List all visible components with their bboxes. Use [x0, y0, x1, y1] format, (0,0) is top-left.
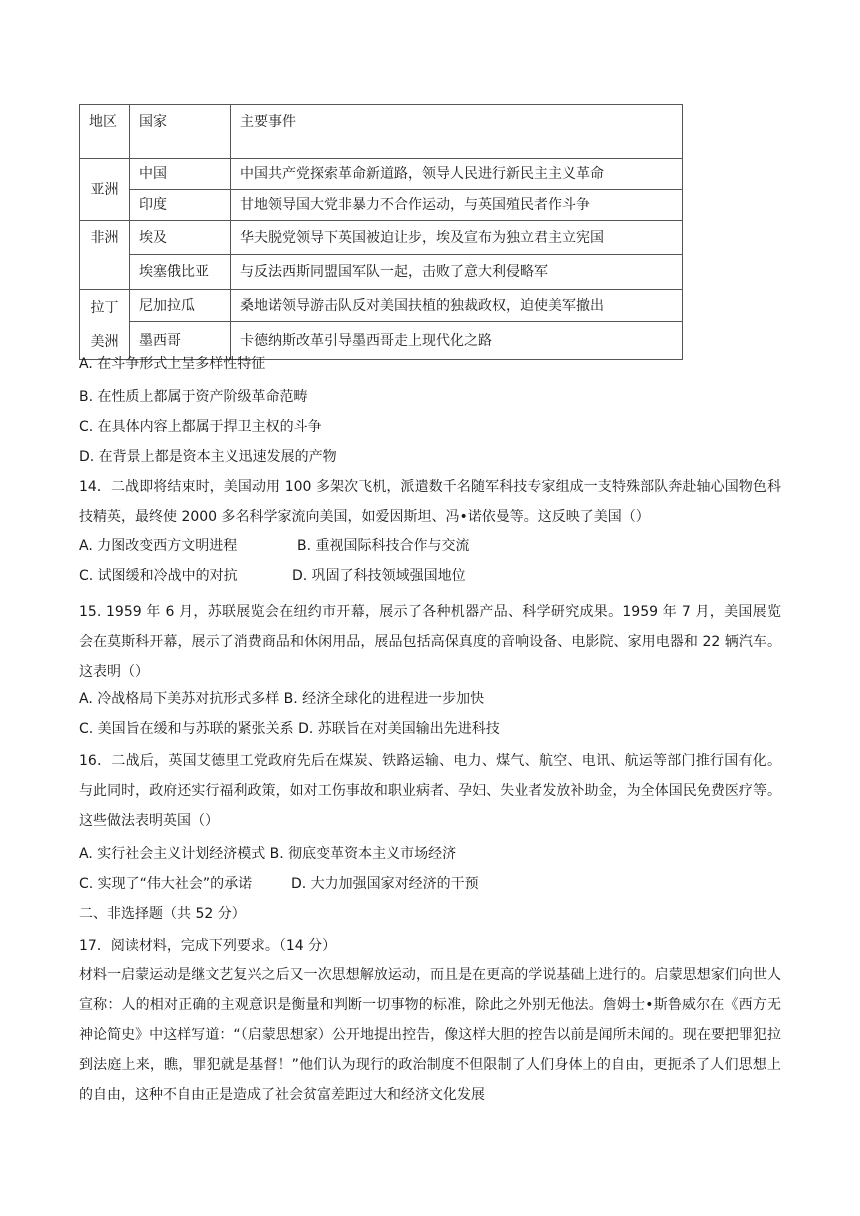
- table-row: [80, 255, 683, 290]
- q14-option-b: B. 重视国际科技合作与交流: [297, 538, 470, 554]
- region-cell: 亚洲: [80, 159, 130, 221]
- q13-option-c: C. 在具体内容上都属于捍卫主权的斗争: [79, 419, 322, 435]
- table-row: [80, 159, 683, 190]
- q15-options-ab: A. 冷战格局下美苏对抗形式多样 B. 经济全球化的进程进一步加快: [79, 691, 485, 707]
- q16-option-c: C. 实现了“伟大社会”的承诺: [79, 876, 253, 892]
- table-header-row: [80, 105, 683, 159]
- event-cell: 甘地领导国大党非暴力不合作运动，与英国殖民者作斗争: [231, 190, 683, 221]
- country-cell: 埃及: [130, 221, 231, 255]
- country-cell: 埃塞俄比亚: [130, 255, 231, 290]
- header-country: 国家: [130, 105, 231, 159]
- region-cell: [80, 290, 130, 360]
- country-cell: 墨西哥: [130, 322, 231, 360]
- event-cell: 中国共产党探索革命新道路，领导人民进行新民主主义革命: [231, 159, 683, 190]
- region-line: 拉丁: [90, 299, 119, 316]
- table-row: [80, 190, 683, 221]
- q13-option-a: A. 在斗争形式上呈多样性特征: [79, 356, 266, 372]
- section-heading: 二、非选择题（共 52 分）: [79, 906, 246, 922]
- header-event: 主要事件: [231, 105, 683, 159]
- country-cell: 中国: [130, 159, 231, 190]
- q16-stem: 16．二战后，英国艾德里工党政府先后在煤炭、铁路运输、电力、煤气、航空、电讯、航运等部门推行国有化。与此同时，政府还实行福利政策，如对工伤事故和职业病者、孕妇、失业者发放补助金，为全体国民免费医疗等。这些做法表明英国（）: [79, 753, 781, 829]
- event-cell: 桑地诺领导游击队反对美国扶植的独裁政权，迫使美军撤出: [231, 290, 683, 322]
- event-cell: 华夫脱党领导下英国被迫让步，埃及宣布为独立君主立宪国: [231, 221, 683, 255]
- q13-option-d: D. 在背景上都是资本主义迅速发展的产物: [79, 449, 337, 465]
- q15-options-cd: C. 美国旨在缓和与苏联的紧张关系 D. 苏联旨在对美国输出先进科技: [79, 721, 500, 737]
- table-row: [80, 290, 683, 322]
- region-line: 美洲: [90, 333, 119, 350]
- q15-stem: 15. 1959 年 6 月，苏联展览会在纽约市开幕，展示了各种机器产品、科学研究成果。1959 年 7 月，美国展览会在莫斯科开幕，展示了消费商品和休闲用品，展品包括高保真度的音响设备、电影院、家用电器和 22 辆汽车。这表明（）: [79, 604, 781, 680]
- q17-material: 材料一启蒙运动是继文艺复兴之后又一次思想解放运动，而且是在更高的学说基础上进行的。启蒙思想家们向世人宣称：人的相对正确的主观意识是衡量和判断一切事物的标准，除此之外别无他法。詹姆士•斯鲁威尔在《西方无神论简史》中这样写道：“（启蒙思想家）公开地提出控告，像这样大胆的控告以前是闻所未闻的。现在要把罪犯拉到法庭上来，瞧，罪犯就是基督！”他们认为现行的政治制度不但限制了人们身体上的自由，更扼杀了人们思想上的自由，这种不自由正是造成了社会贫富差距过大和经济文化发展: [79, 967, 781, 1103]
- q16-options-ab: A. 实行社会主义计划经济模式 B. 彻底变革资本主义市场经济: [79, 846, 457, 862]
- event-cell: 卡德纳斯改革引导墨西哥走上现代化之路: [231, 322, 683, 360]
- q14-stem: 14．二战即将结束时，美国动用 100 多架次飞机，派遣数千名随军科技专家组成一支特殊部队奔赴轴心国物色科技精英，最终使 2000 多名科学家流向美国，如爱因斯坦、冯•诺依曼等。这反映了美国（）: [79, 479, 781, 525]
- table-row: [80, 322, 683, 360]
- history-table: [79, 104, 683, 360]
- region-cell: 非洲: [80, 221, 130, 290]
- country-cell: 尼加拉瓜: [130, 290, 231, 322]
- table-row: [80, 221, 683, 255]
- q14-option-d: D. 巩固了科技领域强国地位: [292, 568, 466, 584]
- q14-option-c: C. 试图缓和冷战中的对抗: [79, 568, 238, 584]
- event-cell: 与反法西斯同盟国军队一起，击败了意大利侵略军: [231, 255, 683, 290]
- q17-stem: 17．阅读材料，完成下列要求。（14 分）: [79, 938, 337, 954]
- q14-option-a: A. 力图改变西方文明进程: [79, 538, 238, 554]
- header-region: 地区: [80, 105, 130, 159]
- country-cell: 印度: [130, 190, 231, 221]
- q16-option-d: D. 大力加强国家对经济的干预: [291, 876, 479, 892]
- q13-option-b: B. 在性质上都属于资产阶级革命范畴: [79, 389, 308, 405]
